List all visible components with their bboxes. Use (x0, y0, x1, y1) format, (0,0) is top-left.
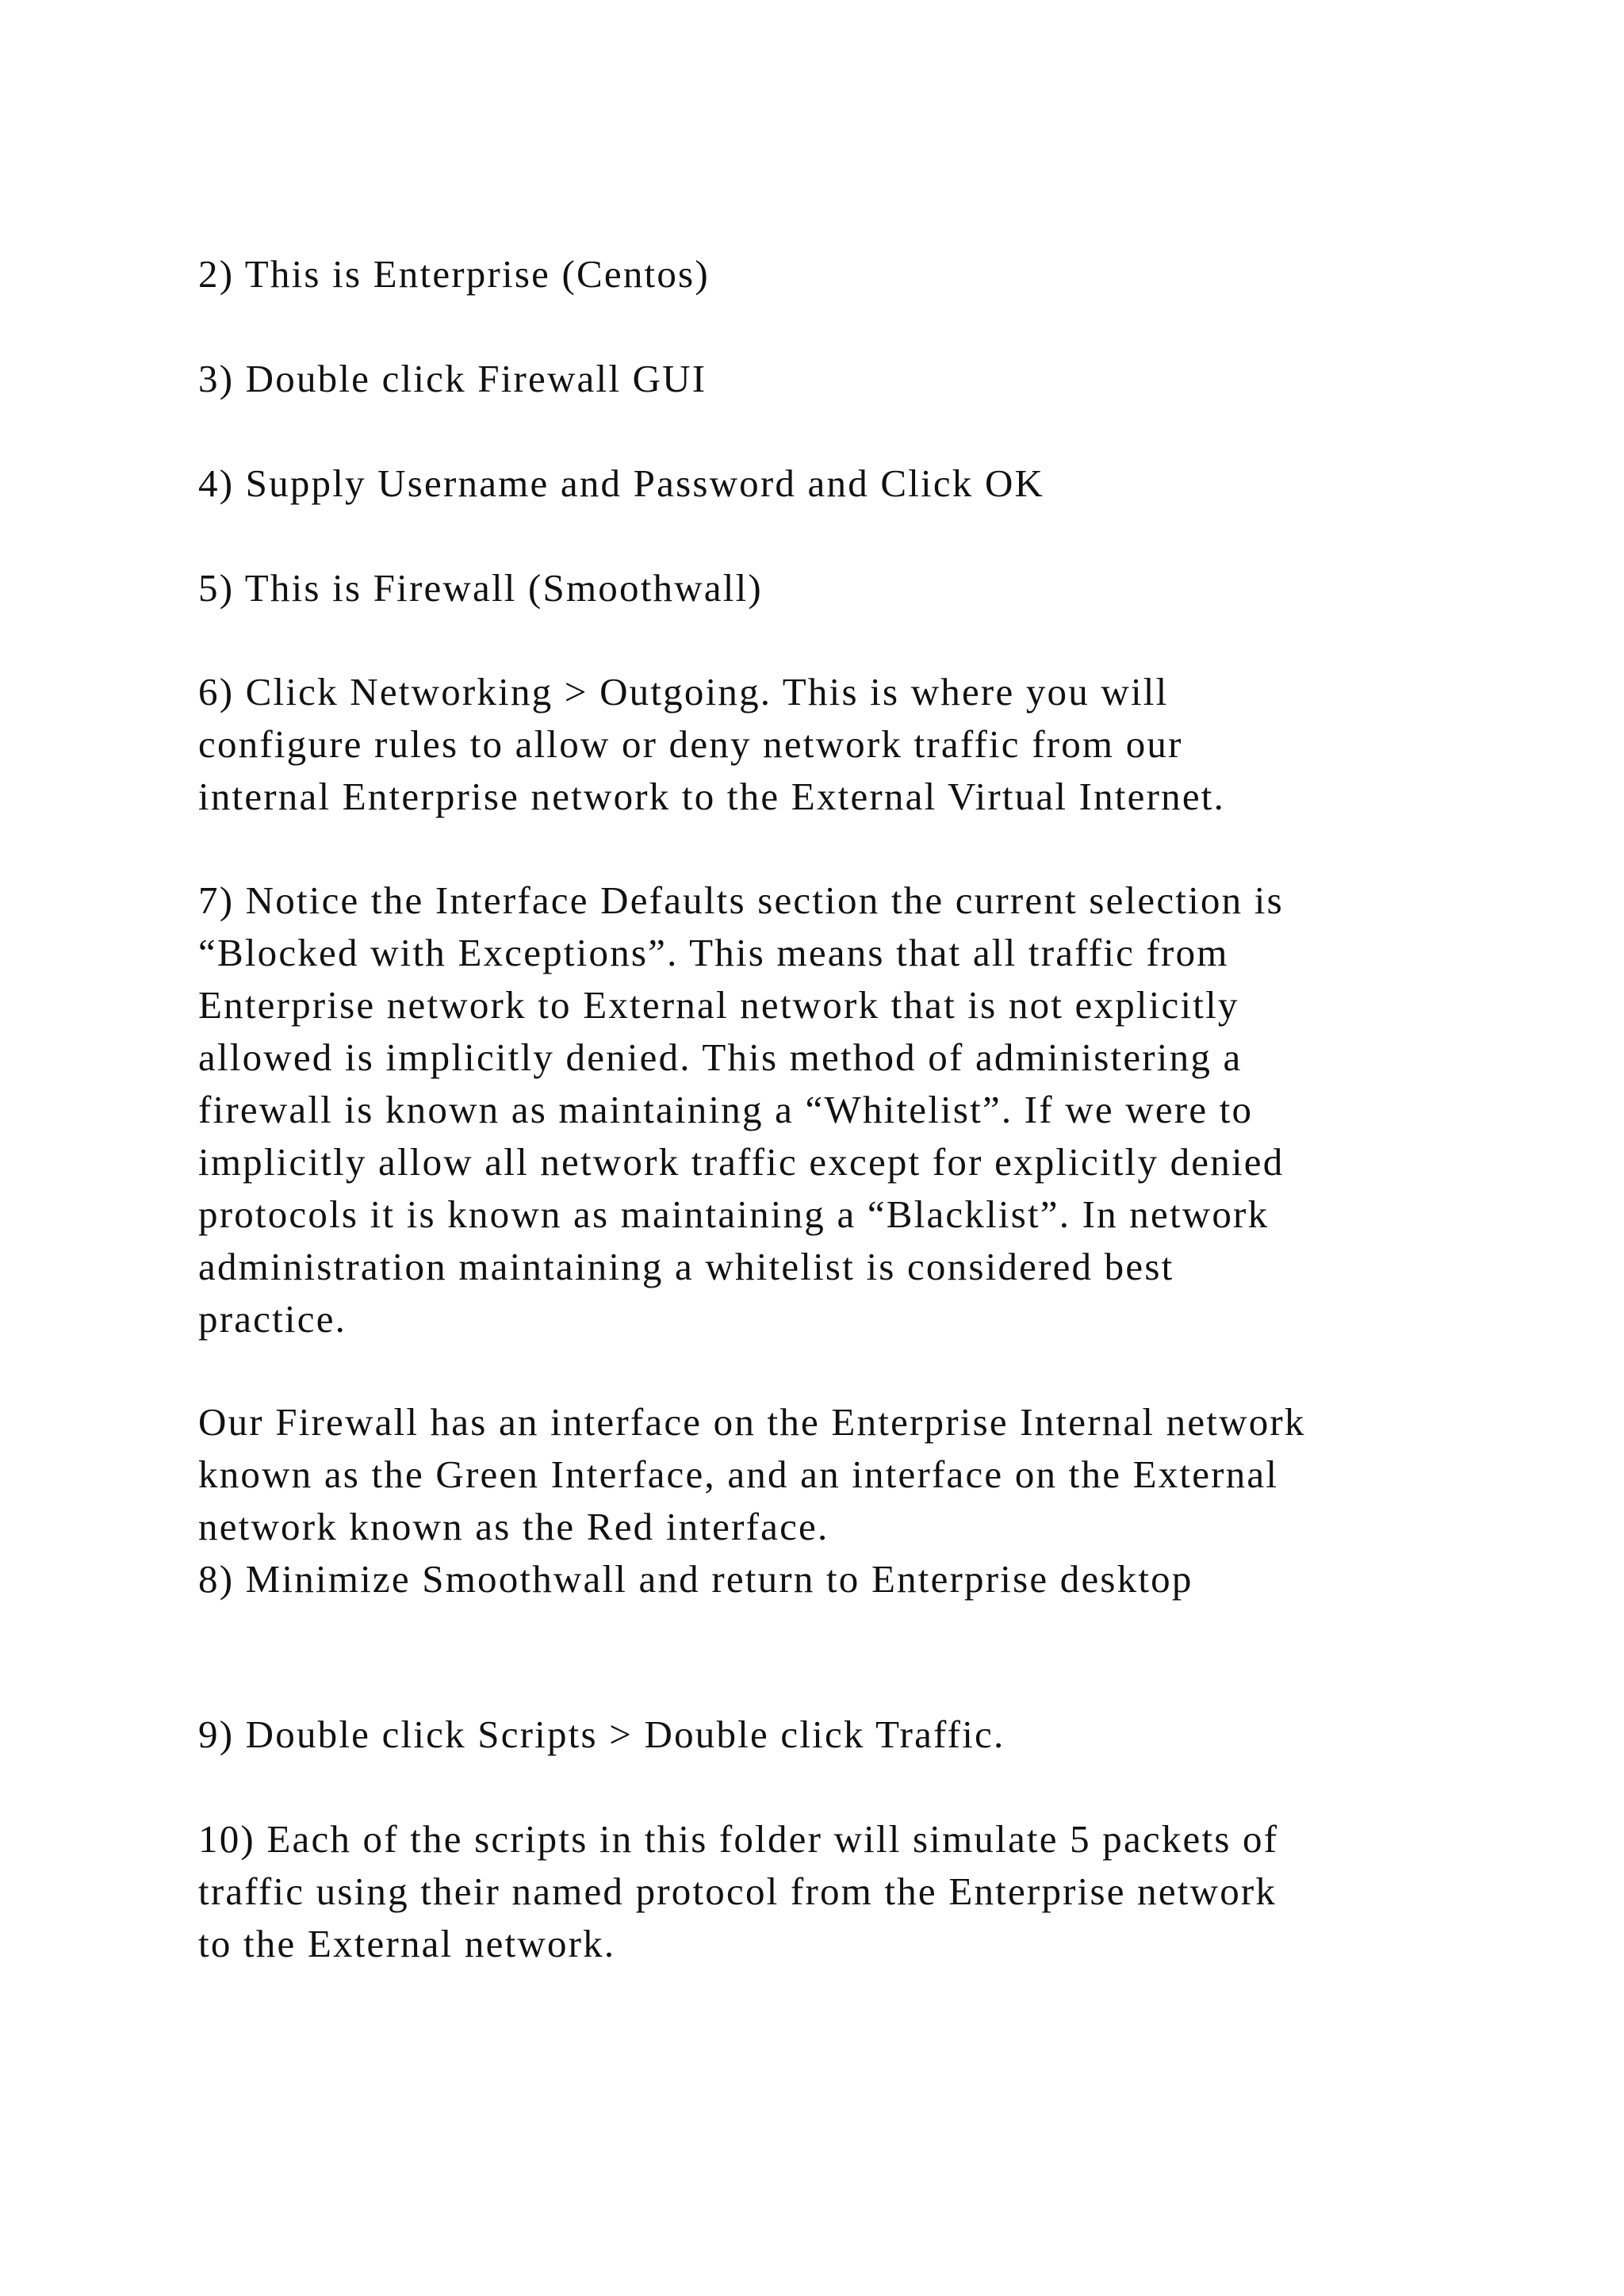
text-line: implicitly allow all network traffic except for explicitly denied (198, 1140, 1285, 1184)
text-line: to the External network. (198, 1922, 616, 1965)
text-line: 8) Minimize Smoothwall and return to Enterprise desktop (198, 1557, 1193, 1601)
text-line: Enterprise network to External network that is not explicitly (198, 983, 1239, 1027)
step-10-paragraph (198, 1813, 1483, 1970)
text-line: 5) This is Firewall (Smoothwall) (198, 566, 763, 610)
text-line: network known as the Red interface. (198, 1505, 829, 1548)
step-2-paragraph (198, 248, 1483, 300)
step-3-paragraph (198, 353, 1483, 405)
step-6-paragraph (198, 666, 1483, 823)
text-line: known as the Green Interface, and an interface on the External (198, 1452, 1279, 1496)
text-line: 2) This is Enterprise (Centos) (198, 252, 710, 296)
text-line: traffic using their named protocol from the Enterprise network (198, 1869, 1277, 1913)
text-line: 3) Double click Firewall GUI (198, 357, 707, 400)
text-line: Our Firewall has an interface on the Enterprise Internal network (198, 1400, 1306, 1444)
step-9-paragraph (198, 1709, 1483, 1761)
text-line: administration maintaining a whitelist is considered best (198, 1245, 1174, 1288)
text-line: 10) Each of the scripts in this folder will simulate 5 packets of (198, 1817, 1279, 1861)
text-line: allowed is implicitly denied. This method of administering a (198, 1035, 1243, 1079)
text-line: “Blocked with Exceptions”. This means that all traffic from (198, 931, 1229, 974)
text-line: 6) Click Networking > Outgoing. This is where you will (198, 670, 1169, 714)
text-line: 4) Supply Username and Password and Click OK (198, 461, 1045, 505)
step-5-paragraph (198, 562, 1483, 614)
text-line: internal Enterprise network to the External Virtual Internet. (198, 775, 1226, 818)
interfaces-note-paragraph (198, 1396, 1483, 1605)
step-4-paragraph (198, 457, 1483, 510)
text-line: 7) Notice the Interface Defaults section the current selection is (198, 878, 1284, 922)
text-line: 9) Double click Scripts > Double click Traffic. (198, 1712, 1005, 1756)
text-line: configure rules to allow or deny network traffic from our (198, 722, 1183, 766)
text-line: protocols it is known as maintaining a “Blacklist”. In network (198, 1192, 1270, 1236)
text-line: practice. (198, 1297, 347, 1341)
step-7-paragraph (198, 874, 1483, 1345)
text-line: firewall is known as maintaining a “Whitelist”. If we were to (198, 1088, 1254, 1131)
